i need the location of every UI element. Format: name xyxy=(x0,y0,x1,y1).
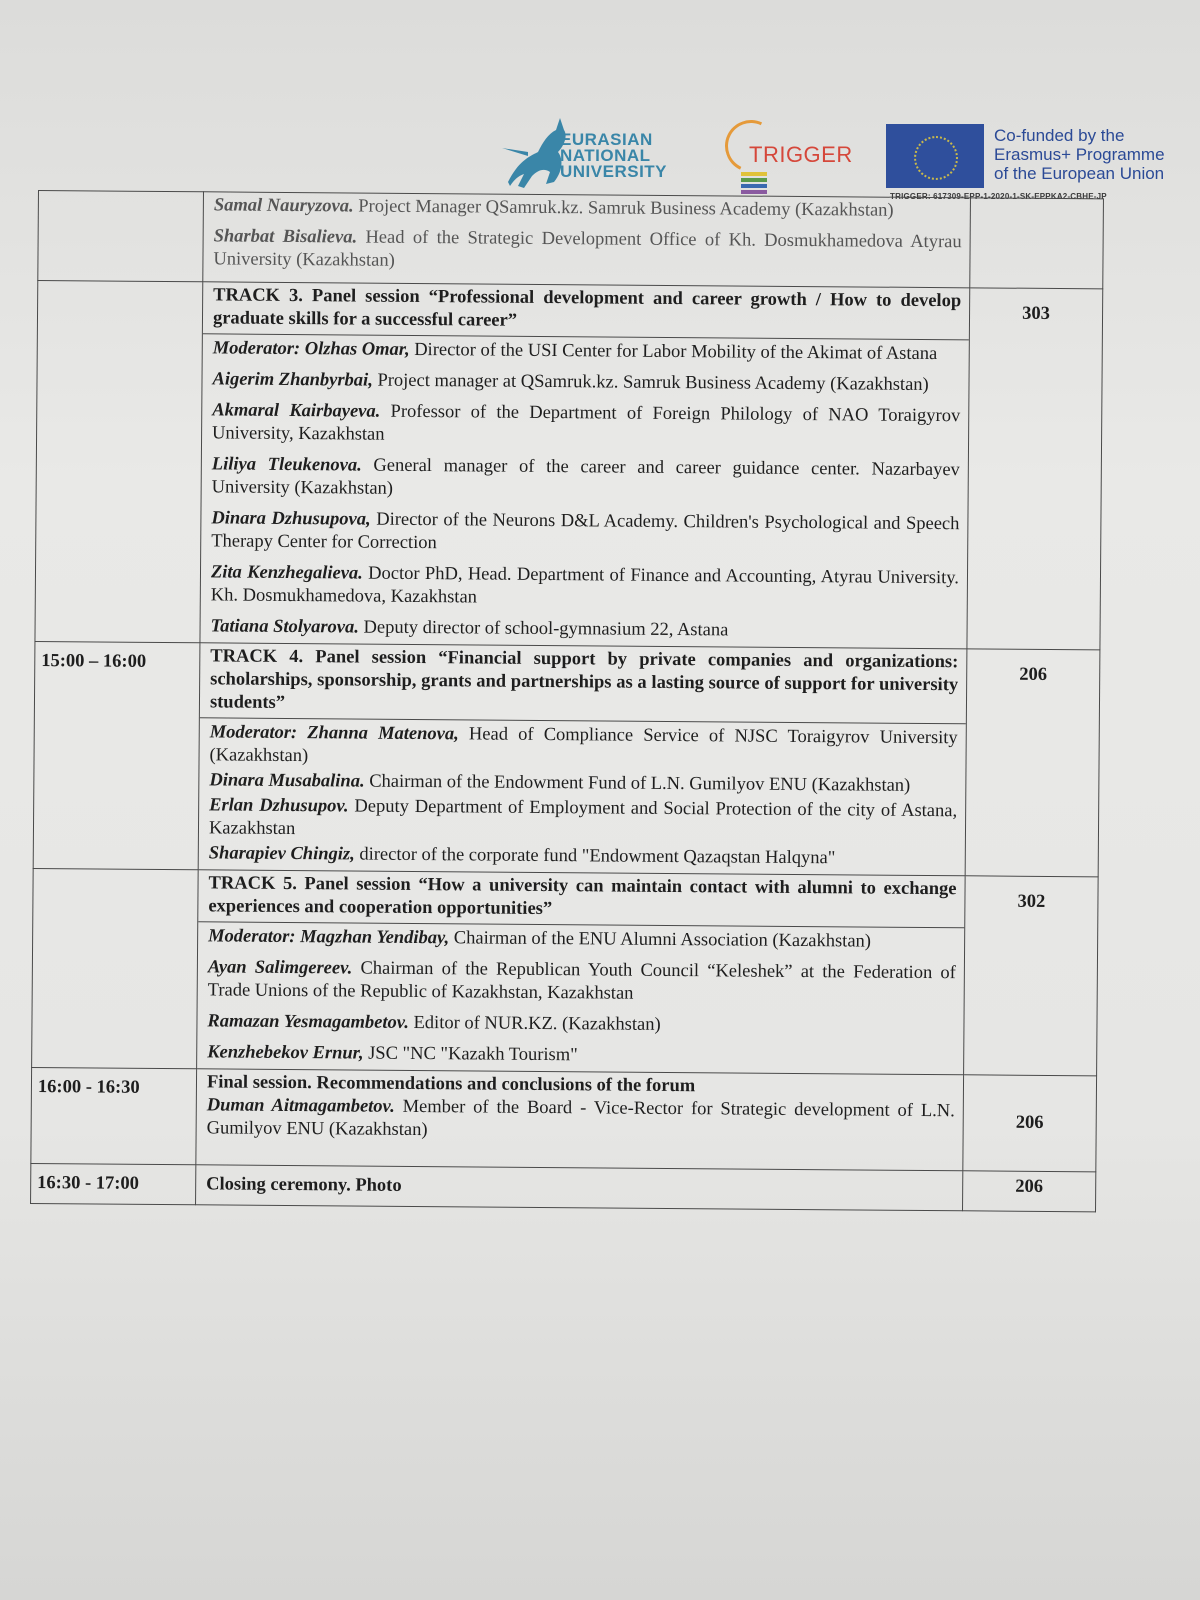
speaker-role: Head of Compliance Service of NJSC Toraigyrov University (Kazakhstan) xyxy=(209,724,958,767)
speaker-name: Sharapiev Chingiz, xyxy=(208,843,355,865)
track-title: TRACK 4. Panel session “Financial support by private companies and organizations: scholarships, sponsorship, grants and partnerships as a lasting source of support for university students” xyxy=(209,646,959,713)
time-cell: 16:00 - 16:30 xyxy=(31,1067,197,1164)
enu-logo xyxy=(498,112,698,196)
speaker-role: Chairman of the Republican Youth Council “Keleshek” at the Federation of Trade Unions of the Republic of Kazakhstan, Kazakhstan xyxy=(207,958,956,1004)
speaker-entry xyxy=(214,194,962,223)
speaker-entry xyxy=(211,507,959,559)
speaker-name: Aigerim Zhanbyrbai, xyxy=(212,369,373,391)
room-cell: 206 xyxy=(965,649,1100,877)
trigger-logo-text: TRIGGER xyxy=(749,142,853,167)
speaker-entry xyxy=(210,615,958,644)
speaker-name: Moderator: Olzhas Omar, xyxy=(212,338,410,360)
speaker-entry xyxy=(213,225,961,277)
program-table xyxy=(30,190,1104,1212)
speaker-role: Editor of NUR.KZ. (Kazakhstan) xyxy=(408,1012,661,1035)
project-code: TRIGGER: 617309-EPP-1-2020-1-SK-EPPKA2-CBHE-JP xyxy=(890,192,1107,201)
speaker-name: Liliya Tleukenova. xyxy=(211,454,362,476)
enu-line-2: NATIONAL xyxy=(560,146,651,165)
session-title: Final session. Recommendations and conclusions of the forum xyxy=(206,1072,696,1097)
speaker-role: Chairman of the Endowment Fund of L.N. Gumilyov ENU (Kazakhstan) xyxy=(364,771,911,796)
speaker-name: Zita Kenzhegalieva. xyxy=(210,562,363,584)
track-title: TRACK 5. Panel session “How a university can maintain contact with alumni to exchange experiences and cooperation opportunities” xyxy=(208,873,957,920)
room-cell: 302 xyxy=(964,876,1099,1076)
speaker-role: Doctor PhD, Head. Department of Finance and Accounting, Atyrau University. Kh. Dosmukhamedova, Kazakhstan xyxy=(210,563,960,608)
speaker-entry xyxy=(212,399,960,451)
speaker-entry xyxy=(212,368,960,397)
speaker-entry xyxy=(209,794,957,846)
speaker-role: Chairman of the ENU Alumni Association (Kazakhstan) xyxy=(449,928,872,952)
session-cell xyxy=(196,1165,963,1211)
session-title: Closing ceremony. Photo xyxy=(206,1174,402,1196)
speaker-name: Duman Aitmagambetov. xyxy=(206,1095,395,1117)
speaker-entry xyxy=(207,1094,955,1146)
eu-cofunded-text xyxy=(994,126,1165,183)
time-cell: 16:30 - 17:00 xyxy=(31,1163,196,1204)
track-title: TRACK 3. Panel session “Professional development and career growth / How to develop graduate skills for a successful career” xyxy=(212,285,962,331)
speaker-role: Director of the Neurons D&L Academy. Children's Psychological and Speech Therapy Center for Correction xyxy=(211,509,960,554)
speaker-entry xyxy=(209,721,957,773)
speaker-role: Project manager at QSamruk.kz. Samruk Business Academy (Kazakhstan) xyxy=(372,370,929,396)
speaker-role: Director of the USI Center for Labor Mobility of the Akimat of Astana xyxy=(409,339,938,365)
speaker-name: Ayan Salimgereev. xyxy=(207,957,353,979)
speaker-name: Akmaral Kairbayeva. xyxy=(212,400,381,422)
eu-flag-icon xyxy=(886,124,984,188)
speaker-entry xyxy=(209,842,957,871)
speaker-entry xyxy=(211,561,959,613)
speaker-entry xyxy=(213,337,961,366)
room-cell: 206 xyxy=(963,1171,1096,1212)
time-cell: 15:00 – 16:00 xyxy=(33,641,200,869)
speaker-entry xyxy=(208,925,956,954)
table-row xyxy=(35,281,1103,650)
session-cell xyxy=(197,870,966,1075)
speaker-role: Head of the Strategic Development Office of Kh. Dosmukhamedova Atyrau University (Kazakhstan) xyxy=(213,227,962,271)
speaker-role: Deputy Department of Employment and Social Protection of the city of Astana, Kazakhstan xyxy=(208,796,958,840)
speaker-role: JSC "NC "Kazakh Tourism" xyxy=(363,1043,578,1066)
room-cell: 303 xyxy=(967,288,1103,650)
speaker-role: General manager of the career and career guidance center. Nazarbayev University (Kazakhstan) xyxy=(211,455,960,499)
time-cell xyxy=(32,868,199,1068)
enu-logo-text xyxy=(560,132,667,180)
speaker-name: Moderator: Zhanna Matenova, xyxy=(209,722,459,745)
table-row xyxy=(32,868,1099,1075)
enu-line-1: EURASIAN xyxy=(560,130,653,149)
session-cell xyxy=(203,192,971,288)
speaker-name: Erlan Dzhusupov. xyxy=(209,795,349,817)
speaker-role: Deputy director of school-gymnasium 22, Astana xyxy=(358,617,729,641)
speaker-role: Project Manager QSamruk.kz. Samruk Business Academy (Kazakhstan) xyxy=(353,196,894,221)
room-cell xyxy=(970,198,1104,289)
speaker-name: Sharbat Bisalieva. xyxy=(213,226,358,248)
speaker-role: director of the corporate fund "Endowment Qazaqstan Halqyna" xyxy=(354,844,836,869)
speaker-entry xyxy=(207,1041,955,1070)
table-row xyxy=(38,191,1104,289)
speaker-entry xyxy=(208,956,956,1008)
speaker-entry xyxy=(212,453,960,505)
speaker-name: Kenzhebekov Ernur, xyxy=(207,1042,364,1064)
speaker-entry xyxy=(209,769,957,798)
room-cell: 206 xyxy=(963,1075,1097,1172)
trigger-bars-icon xyxy=(741,172,767,196)
speaker-role: Professor of the Department of Foreign Philology of NAO Toraigyrov University, Kazakhstan xyxy=(212,401,961,445)
eu-line-2: Erasmus+ Programme xyxy=(994,145,1165,164)
table-row xyxy=(31,1163,1096,1211)
speaker-name: Ramazan Yesmagambetov. xyxy=(207,1011,410,1033)
speaker-name: Dinara Dzhusupova, xyxy=(211,508,371,530)
speaker-name: Moderator: Magzhan Yendibay, xyxy=(208,926,450,949)
table-row xyxy=(33,641,1100,876)
time-cell xyxy=(38,191,204,282)
speaker-role: Member of the Board - Vice-Rector for Strategic development of L.N. Gumilyov ENU (Kazakhstan) xyxy=(206,1096,955,1141)
speaker-name: Samal Nauryzova. xyxy=(213,195,354,217)
table-row xyxy=(31,1067,1097,1171)
eu-stars-icon xyxy=(914,136,958,180)
session-cell xyxy=(198,643,967,876)
trigger-logo xyxy=(725,120,855,200)
eu-line-1: Co-funded by the xyxy=(994,126,1125,145)
session-cell xyxy=(200,282,970,649)
eu-line-3: of the European Union xyxy=(994,164,1165,183)
speaker-name: Dinara Musabalina. xyxy=(209,770,365,792)
speaker-name: Tatiana Stolyarova. xyxy=(210,616,360,638)
session-cell xyxy=(196,1069,964,1171)
speaker-entry xyxy=(207,1010,955,1039)
enu-line-3: UNIVERSITY xyxy=(560,162,668,181)
time-cell xyxy=(35,281,203,643)
